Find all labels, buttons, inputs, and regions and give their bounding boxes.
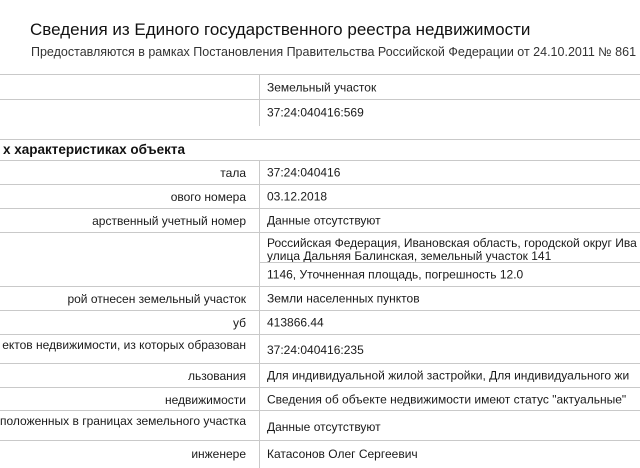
row-value-cell [260,100,640,126]
row-label-cell [0,287,260,311]
row-value: Земли населенных пунктов [267,291,420,306]
address-line-1: Российская Федерация, Ивановская область, городской округ Ива [267,236,637,250]
row-label-cell [0,364,260,388]
row-label: уб [232,316,246,330]
row-value: 1146, Уточненная площадь, погрешность 12.0 [267,267,524,281]
document-subtitle: Предоставляются в рамках Постановления Правительства Российской Федерации от 24.10.2011 № 861 [31,45,637,59]
row-value-cell [260,161,640,185]
row-value-cell [260,388,640,411]
row-value: Данные отсутствуют [267,213,381,228]
row-value: 37:24:040416 [267,165,341,180]
table-row [0,262,640,286]
row-label: недвижимости [165,392,246,407]
section-heading [0,139,640,162]
row-label: тала [220,166,246,180]
row-label-cell [0,233,260,263]
row-value-cell [260,209,640,233]
row-label-cell [0,262,260,286]
row-value: 413866.44 [267,315,324,330]
row-label: положенных в границах земельного участка [0,414,246,428]
row-value-cell [260,287,640,311]
row-label-cell [0,335,260,364]
row-value: 03.12.2018 [267,189,328,204]
row-value: Сведения об объекте недвижимости имеют статус "актуальные" [267,392,627,406]
table-row [0,184,640,209]
table-row [0,286,640,311]
row-value-cell [260,185,640,209]
table-row [0,99,640,126]
row-value-cell [260,335,640,364]
row-value-cell [260,311,640,335]
row-value: Данные отсутствуют [267,420,381,434]
row-value: 37:24:040416:569 [267,105,364,120]
row-label-cell [0,75,260,100]
row-label-cell [0,388,260,411]
table-row [0,387,640,411]
row-label-cell [0,209,260,233]
row-label-cell [0,311,260,335]
row-label: льзования [187,369,246,383]
table-row [0,410,640,441]
row-label-cell [0,411,260,441]
row-label-cell [0,185,260,209]
table-row [0,363,640,388]
row-value: Для индивидуальной жилой застройки, Для индивидуального жи [267,368,630,383]
row-value: Катасонов Олег Сергеевич [267,447,418,461]
row-label-cell [0,100,260,126]
row-value-cell [260,233,640,263]
document-title: Сведения из Единого государственного реестра недвижимости [30,20,531,39]
row-value: Земельный участок [267,80,377,94]
row-value-cell [260,262,640,286]
row-label: инженере [191,447,246,461]
row-value-cell [260,364,640,388]
row-label-cell [0,161,260,185]
row-value-cell [260,441,640,468]
row-label: ектов недвижимости, из которых образован [2,338,246,352]
table-row [0,232,640,263]
address-line-2: улица Дальняя Балинская, земельный участок 141 [267,249,552,263]
table-row [0,440,640,468]
row-label: рой отнесен земельный участок [67,292,246,306]
row-label: ового номера [170,190,246,204]
table-row [0,310,640,335]
row-value-cell [260,75,640,100]
row-value-cell [260,411,640,441]
row-value: 37:24:040416:235 [267,343,364,357]
table-row [0,160,640,185]
row-label-cell [0,441,260,468]
table-row [0,208,640,233]
table-row [0,334,640,364]
table-row [0,74,640,100]
section-title: х характеристиках объекта [2,142,185,157]
row-label: арственный учетный номер [92,214,246,228]
